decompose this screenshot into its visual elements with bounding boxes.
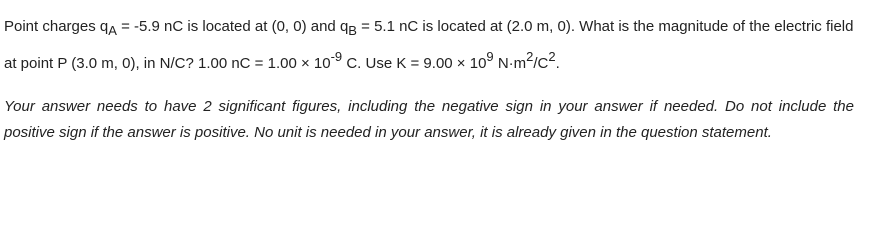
answer-instructions: Your answer needs to have 2 significant figures, including the negative sign in your answer if needed. Do not include the positive sign if the answer is positive. No unit is needed in your answer, it is already given in the question statement. [4, 98, 854, 141]
question-part-6: /C [533, 55, 549, 72]
question-part-4: C. Use K = 9.00 × 10 [342, 55, 487, 72]
question-text [4, 8, 864, 82]
subscript-a: A [108, 23, 117, 38]
question-part-7: . [555, 55, 560, 72]
question-part-3: = 5.1 nC is located at (2.0 m, 0). What is the magnitude of the electric field at point P (3.0 m, 0), in N/C? 1.00 nC = 1.00 × 10 [4, 18, 854, 72]
question-part-1: Point charges q [4, 18, 109, 35]
exponent-coulomb: 2 [548, 49, 556, 64]
exponent-nano: -9 [330, 49, 343, 64]
question-part-2: = -5.9 nC is located at (0, 0) and q [116, 18, 349, 35]
question-part-5: N·m [493, 55, 527, 72]
exponent-k: 9 [486, 49, 494, 64]
exponent-meter: 2 [526, 49, 534, 64]
subscript-b: B [348, 23, 357, 38]
